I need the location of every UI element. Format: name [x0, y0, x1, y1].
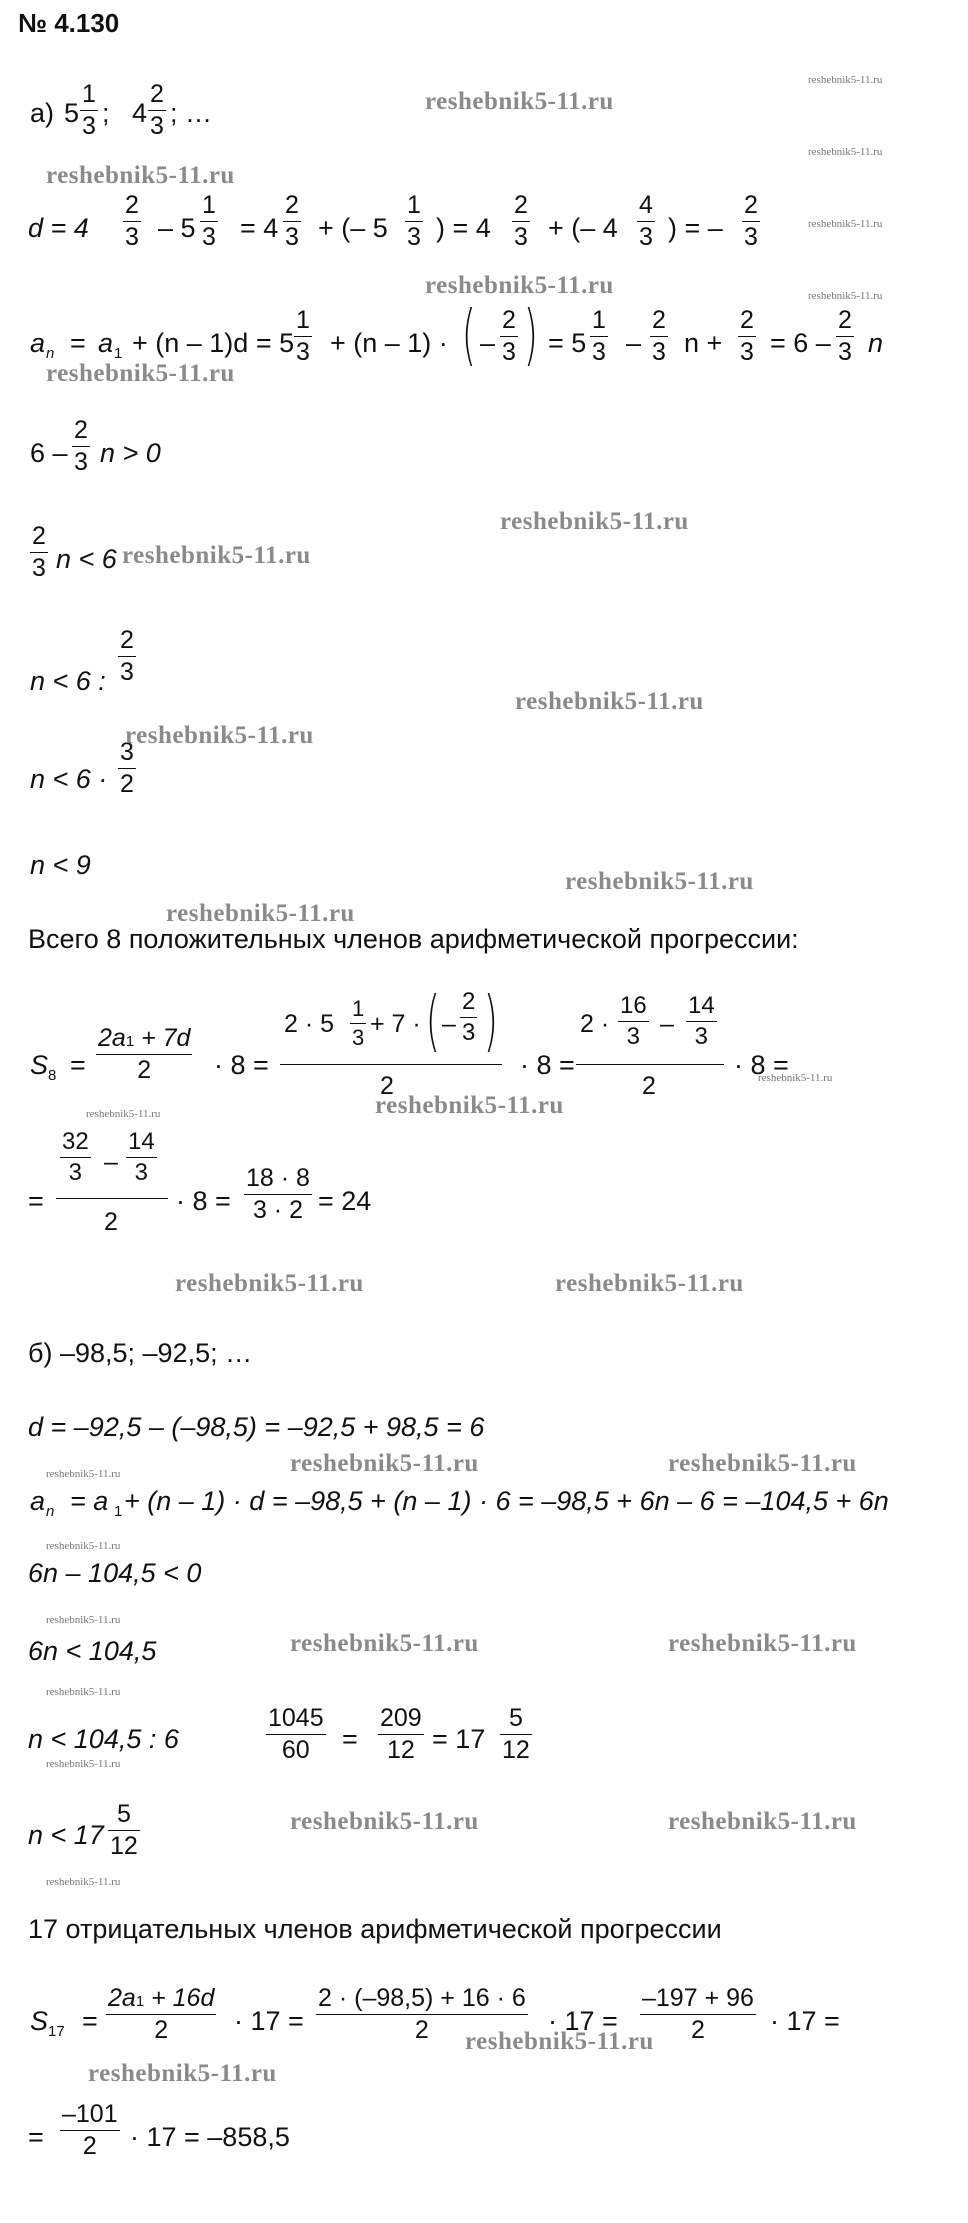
s8-f3-bar — [576, 1064, 724, 1065]
watermark: reshebnik5-11.ru — [668, 1450, 857, 1477]
final-frac: –101 2 — [62, 2100, 118, 2160]
ineq-a2-frac: 2 3 — [32, 522, 46, 582]
an-a-f6: 2 3 — [838, 306, 852, 366]
s8-big-lparen: ( — [425, 982, 440, 1059]
s8-big-m: – — [442, 1010, 456, 1038]
part-a-label: а) — [30, 98, 55, 128]
watermark-small: reshebnik5-11.ru — [46, 1758, 121, 1770]
ineq-b4-t: n < 17 — [28, 1820, 104, 1850]
s8b-den: 2 — [104, 1208, 118, 1236]
watermark: reshebnik5-11.ru — [425, 88, 614, 115]
seq-b: б) –98,5; –92,5; … — [28, 1338, 253, 1368]
calc-eq1: = — [342, 1724, 358, 1754]
d-a-f4: 1 3 — [407, 191, 421, 251]
ineq-a1-t1: 6 – — [30, 438, 68, 468]
watermark: reshebnik5-11.ru — [565, 868, 754, 895]
watermark-small: reshebnik5-11.ru — [86, 1108, 161, 1120]
s8-big-rparen: ) — [483, 982, 498, 1059]
watermark-small: reshebnik5-11.ru — [808, 218, 883, 230]
d-a-t5: ) = 4 — [436, 213, 491, 243]
seq-a-frac-2: 2 3 — [150, 80, 164, 140]
watermark-small: reshebnik5-11.ru — [46, 1876, 121, 1888]
s17-f2: 2 · (–98,5) + 16 · 6 2 — [318, 1984, 526, 2044]
d-a-t3: = 4 — [240, 213, 279, 243]
watermark: reshebnik5-11.ru — [515, 688, 704, 715]
an-b-n-sub: n — [46, 1503, 55, 1520]
watermark: reshebnik5-11.ru — [668, 1630, 857, 1657]
an-a-f2: 2 3 — [502, 306, 516, 366]
s8-f3-pre: 2 · — [580, 1010, 610, 1038]
an-a-a1: a — [98, 328, 114, 358]
s8b-f: 18 · 8 3 · 2 — [246, 1164, 310, 1224]
an-a-lparen: ( — [461, 296, 476, 373]
watermark-small: reshebnik5-11.ru — [808, 146, 883, 158]
watermark: reshebnik5-11.ru — [175, 1270, 364, 1297]
watermark: reshebnik5-11.ru — [125, 722, 314, 749]
an-b-sub1: 1 — [114, 1503, 123, 1520]
problem-number: № 4.130 — [18, 8, 120, 38]
an-a-t1: + (n – 1)d = 5 — [132, 328, 295, 358]
an-a-f5: 2 3 — [740, 306, 754, 366]
an-a-a1-sub: 1 — [114, 345, 123, 362]
calc-f2: 209 12 — [380, 1704, 422, 1764]
s8-f3-b: 14 3 — [688, 992, 715, 1050]
watermark: reshebnik5-11.ru — [465, 2028, 654, 2055]
calc-f1: 1045 60 — [268, 1704, 324, 1764]
d-a-lhs: d = 4 — [28, 213, 89, 243]
watermark: reshebnik5-11.ru — [425, 272, 614, 299]
s8-big-bar — [280, 1064, 502, 1065]
s8-big-n2: + 7 · — [370, 1010, 421, 1038]
s8b-b: 14 3 — [128, 1128, 155, 1186]
ineq-a1-t2: n > 0 — [100, 438, 161, 468]
s8b-t1: · 8 = — [176, 1186, 231, 1216]
watermark: reshebnik5-11.ru — [290, 1808, 479, 1835]
d-a-t2: – 5 — [158, 213, 196, 243]
s17-t1: · 17 = — [234, 2006, 304, 2036]
watermark-small: reshebnik5-11.ru — [46, 1468, 121, 1480]
ineq-a2-t: n < 6 — [56, 544, 117, 574]
an-a-n-sub: n — [46, 345, 55, 362]
an-a-t3: = 5 — [548, 328, 587, 358]
watermark-small: reshebnik5-11.ru — [46, 1540, 121, 1552]
an-a-t4: – — [626, 328, 642, 358]
s17-f1: 2a1 + 16d 2 — [108, 1984, 215, 2044]
watermark: reshebnik5-11.ru — [290, 1450, 479, 1477]
s8-t1: · 8 = — [214, 1050, 269, 1080]
an-a-f3: 1 3 — [592, 306, 606, 366]
d-a-f6: 4 3 — [639, 191, 653, 251]
d-a-t7: ) = – — [668, 213, 723, 243]
s8-big-n1: 2 · 5 — [284, 1010, 335, 1038]
s17-f3: –197 + 96 2 — [642, 1984, 754, 2044]
watermark: reshebnik5-11.ru — [46, 162, 235, 189]
d-a-f3: 2 3 — [285, 191, 299, 251]
s17-eq1: = — [82, 2006, 98, 2036]
s8-t2: · 8 = — [520, 1050, 575, 1080]
an-a-minus: – — [480, 328, 496, 358]
d-a-t4: + (– 5 — [318, 213, 388, 243]
an-b-tail: + (n – 1) · d = –98,5 + (n – 1) · 6 = –98,5 + 6n – 6 = –104,5 + 6n — [124, 1486, 889, 1516]
s17-S: S — [30, 2006, 49, 2036]
ineq-a4-t: n < 6 · — [30, 764, 108, 794]
s8b-t2: = 24 — [318, 1186, 372, 1216]
final-eq: = — [28, 2122, 44, 2152]
d-a-t6: + (– 4 — [548, 213, 618, 243]
seq-a-tail: ; … — [170, 98, 213, 128]
an-b-rest: = a — [70, 1486, 109, 1516]
s8b-minus: – — [104, 1148, 118, 1176]
s8-t3: · 8 = — [734, 1050, 789, 1080]
ineq-b1: 6n – 104,5 < 0 — [28, 1558, 202, 1588]
ineq-b2: 6n < 104,5 — [28, 1636, 157, 1666]
watermark-small: reshebnik5-11.ru — [808, 290, 883, 302]
calc-f3: 5 12 — [502, 1704, 530, 1764]
an-a-eq: = — [70, 328, 86, 358]
s8-big-d: 2 — [380, 1072, 394, 1100]
seq-a-frac-1: 1 3 — [82, 80, 96, 140]
watermark-small: reshebnik5-11.ru — [808, 74, 883, 86]
an-a-f4: 2 3 — [652, 306, 666, 366]
seq-a-sep: ; — [102, 98, 110, 128]
ineq-b4-frac: 5 12 — [110, 1800, 138, 1860]
watermark: reshebnik5-11.ru — [668, 1808, 857, 1835]
an-a-t2: + (n – 1) · — [330, 328, 448, 358]
watermark: reshebnik5-11.ru — [500, 508, 689, 535]
an-a-t5: n + — [684, 328, 723, 358]
s8-f3-a: 16 3 — [620, 992, 647, 1050]
an-a-t7: n — [868, 328, 884, 358]
watermark: reshebnik5-11.ru — [88, 2060, 277, 2087]
an-a-rparen: ) — [523, 296, 538, 373]
d-a-f1: 2 3 — [125, 191, 139, 251]
s8b-a: 32 3 — [62, 1128, 89, 1186]
watermark-small: reshebnik5-11.ru — [46, 1614, 121, 1626]
s17-sub: 17 — [48, 2023, 65, 2040]
an-a-t6: = 6 – — [770, 328, 831, 358]
an-a-f1: 1 3 — [296, 306, 310, 366]
s8-sub: 8 — [48, 1067, 57, 1084]
watermark: reshebnik5-11.ru — [166, 900, 355, 927]
watermark: reshebnik5-11.ru — [46, 360, 235, 387]
seq-a-whole-2: 4 — [132, 98, 148, 128]
watermark: reshebnik5-11.ru — [555, 1270, 744, 1297]
s8b-eq: = — [28, 1186, 44, 1216]
watermark: reshebnik5-11.ru — [375, 1092, 564, 1119]
summary-b: 17 отрицательных членов арифметической прогрессии — [28, 1914, 722, 1944]
seq-a-whole-1: 5 — [64, 98, 80, 128]
d-a-f5: 2 3 — [514, 191, 528, 251]
s8-frac1: 2a1 + 7d 2 — [98, 1024, 191, 1084]
watermark: reshebnik5-11.ru — [122, 542, 311, 569]
ineq-a5: n < 9 — [30, 850, 91, 880]
s17-t2: · 17 = — [548, 2006, 618, 2036]
watermark-small: reshebnik5-11.ru — [46, 1686, 121, 1698]
ineq-a1-frac: 2 3 — [74, 416, 88, 476]
calc-eq2: = 17 — [432, 1724, 486, 1754]
d-a-f7: 2 3 — [744, 191, 758, 251]
summary-a: Всего 8 положительных членов арифметической прогрессии: — [28, 924, 799, 954]
ineq-a3-t: n < 6 : — [30, 666, 106, 696]
watermark-small: reshebnik5-11.ru — [758, 1072, 833, 1084]
s8b-bar — [56, 1198, 168, 1199]
s8-f3-minus: – — [660, 1010, 674, 1038]
watermark: reshebnik5-11.ru — [290, 1630, 479, 1657]
ineq-a3-frac: 2 3 — [120, 626, 134, 686]
final-t: · 17 = –858,5 — [130, 2122, 290, 2152]
an-a-a: a — [30, 328, 46, 358]
d-b-line: d = –92,5 – (–98,5) = –92,5 + 98,5 = 6 — [28, 1412, 485, 1442]
s17-t3: · 17 = — [770, 2006, 840, 2036]
ineq-a4-frac: 3 2 — [120, 738, 134, 798]
s8-S: S — [30, 1050, 49, 1080]
an-b-a: a — [30, 1486, 46, 1516]
ineq-b3: n < 104,5 : 6 — [28, 1724, 179, 1754]
s8-eq1: = — [70, 1050, 86, 1080]
s8-big-f: 2 3 — [462, 988, 476, 1046]
d-a-f2: 1 3 — [202, 191, 216, 251]
s8-big-nf: 1 3 — [352, 996, 365, 1050]
s8-f3-d: 2 — [642, 1072, 656, 1100]
